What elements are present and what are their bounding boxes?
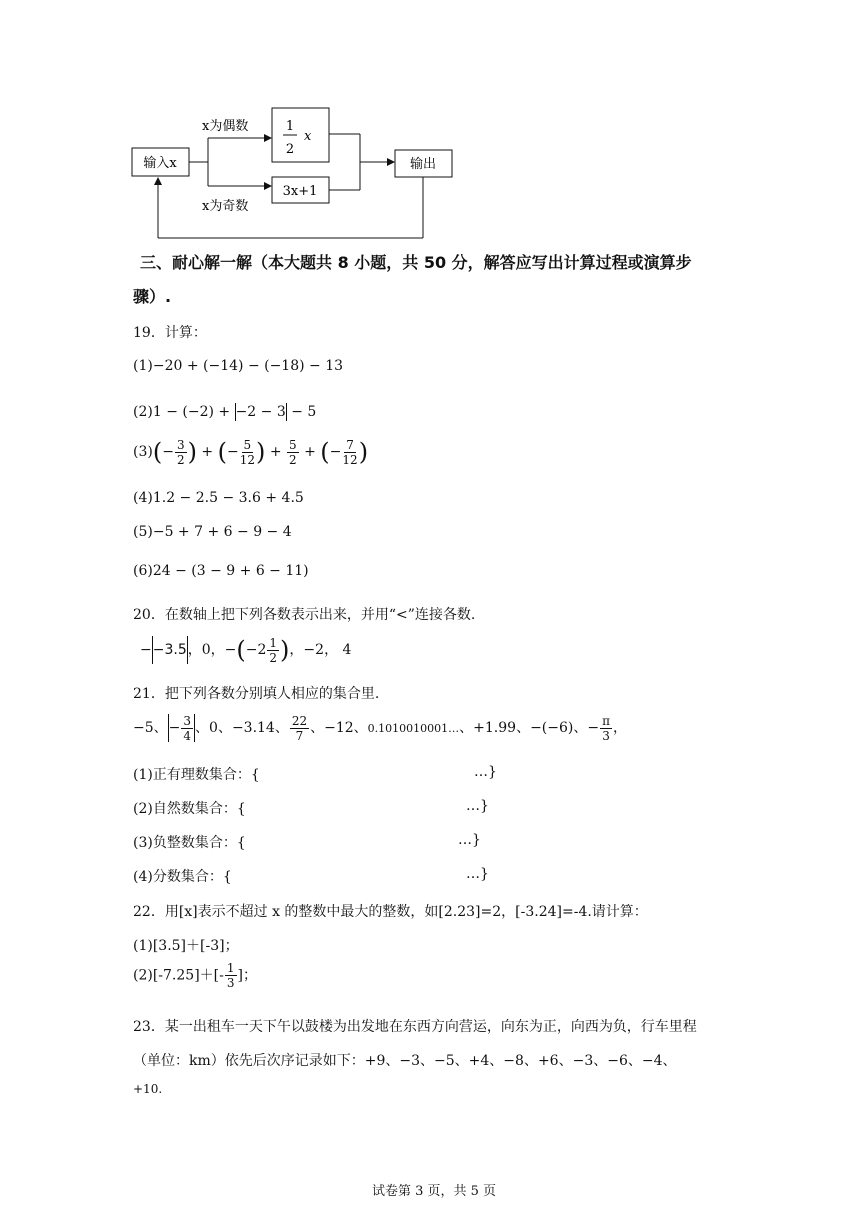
- q19-part2: [133, 403, 316, 421]
- q19-p5-expr: −5 + 7 + 6 − 9 − 4: [152, 524, 292, 540]
- half-box: [272, 108, 329, 162]
- q19-p4-label: (4): [133, 490, 153, 506]
- q21-n8: +1.99: [473, 720, 517, 736]
- q23-line3: +10.: [133, 1082, 163, 1096]
- q19-part3: (3)(− $\frac{3}{2}$ ) + (− $\frac{5}{12}$ ) + $\frac{5}{2}$ + (− $\frac{7}{12}$ ): [133, 437, 369, 467]
- q21-n2-den: 4: [183, 728, 192, 743]
- q19-part6: [133, 563, 309, 579]
- q21-n4: −3.14: [231, 720, 275, 736]
- q20-n2: 0: [201, 642, 211, 658]
- q19-p1-expr: −20 + (−14) − (−18) − 13: [152, 358, 344, 374]
- q21-numbers: −5、− $\frac{3}{4}$ 、0、−3.14、 $\frac{22}{7}$ 、−12、0.1010010001…、+1.99、−(−6)、− $\frac{\pi}{3}$ ，: [133, 713, 627, 743]
- flowchart-diagram: [120, 100, 480, 245]
- q19-stem: 19．计算：: [133, 325, 207, 341]
- q22-p2-b: ]；: [237, 967, 257, 984]
- q19-p2-a: 1 − (−2) +: [152, 404, 231, 420]
- q22-part2: [133, 962, 257, 989]
- q23-line2: （单位：km）依先后次序记录如下：+9、−3、−5、+4、−8、+6、−3、−6、−4、: [133, 1053, 677, 1069]
- section-title-line1: 三、耐心解一解（本大题共 8 小题，共 50 分，解答应写出计算过程或演算步: [140, 253, 692, 272]
- q22-p2-num: 1: [226, 961, 235, 975]
- odd-expr: 3x+1: [282, 184, 318, 199]
- q19-p1-label: (1): [133, 358, 153, 374]
- q19-p2-b: − 5: [291, 404, 317, 420]
- q19-part1: [133, 358, 343, 374]
- q23-line1: 23．某一出租车一天下午以鼓楼为出发地在东西方向营运，向东为正，向西为负，行车里程: [133, 1019, 697, 1035]
- q21-stem: 21．把下列各数分别填人相应的集合里.: [133, 686, 380, 702]
- q19-p5-label: (5): [133, 524, 153, 540]
- section-title-line2: 骤）.: [133, 287, 172, 306]
- q19-p6-expr: 24 − (3 − 9 + 6 − 11): [152, 563, 309, 579]
- q21-set1-end: …}: [474, 764, 497, 780]
- q22-p2-a: (2)[-7.25]＋[-: [133, 967, 224, 984]
- q21-set3-end: …}: [458, 832, 481, 848]
- q19-p6-label: (6): [133, 563, 153, 579]
- q21-set3: (3)负整数集合：{: [133, 835, 246, 851]
- q21-n5-den: 7: [295, 728, 304, 743]
- q21-n2-num: 3: [183, 713, 192, 728]
- q20-stem: 20．在数轴上把下列各数表示出来，并用“<”连接各数.: [133, 607, 476, 623]
- q22-stem: 22．用[x]表示不超过 x 的整数中最大的整数，如[2.23]=2，[-3.24]=-4.请计算：: [133, 904, 648, 920]
- input-label: 输入x: [143, 156, 177, 171]
- q21-n7: 0.1010010001…: [367, 722, 460, 735]
- q21-set4-end: …}: [466, 866, 489, 882]
- q21-n10-den: 3: [602, 728, 610, 743]
- q21-n3: 0: [209, 720, 218, 736]
- q19-p4-expr: 1.2 − 2.5 − 3.6 + 4.5: [152, 490, 304, 506]
- q21-set1: (1)正有理数集合：{: [133, 767, 260, 783]
- q20-n3-num: 1: [269, 635, 278, 650]
- q21-n9: −(−6): [530, 720, 574, 736]
- output-label: 输出: [409, 157, 437, 172]
- q19-p2-abs: −2 − 3: [235, 404, 286, 420]
- q21-set2-end: …}: [466, 798, 489, 814]
- half-den: 2: [285, 142, 295, 157]
- half-var: x: [304, 129, 312, 144]
- even-label: x为偶数: [202, 119, 249, 134]
- q19-p2-label: (2): [133, 404, 153, 420]
- q21-n10-num: π: [602, 713, 610, 728]
- q21-n6: −12: [324, 720, 354, 736]
- page-footer: 试卷第 3 页，共 5 页: [371, 1184, 497, 1199]
- q20-n4: −2: [303, 642, 325, 658]
- half-num: 1: [285, 119, 295, 134]
- q19-part5: [133, 524, 292, 540]
- q20-n3-den: 2: [269, 650, 278, 665]
- q19-part4: [133, 490, 304, 506]
- q20-n5: 4: [342, 642, 352, 658]
- q20-numbers: −−3.5，0，−(−2 $\frac{1}{2}$ )，−2， 4: [140, 635, 352, 665]
- q21-n5-num: 22: [291, 713, 308, 728]
- q20-n3-whole: −2: [245, 642, 267, 658]
- q22-p2-den: 3: [226, 976, 235, 990]
- odd-label: x为奇数: [202, 199, 249, 214]
- q21-n1: −5: [133, 720, 154, 736]
- q19-p3-label: (3): [133, 444, 153, 460]
- q21-set4: (4)分数集合：{: [133, 869, 232, 885]
- q22-part1: (1)[3.5]＋[-3]；: [133, 938, 239, 954]
- q21-set2: (2)自然数集合：{: [133, 801, 246, 817]
- q20-n1: −3.5: [152, 642, 187, 658]
